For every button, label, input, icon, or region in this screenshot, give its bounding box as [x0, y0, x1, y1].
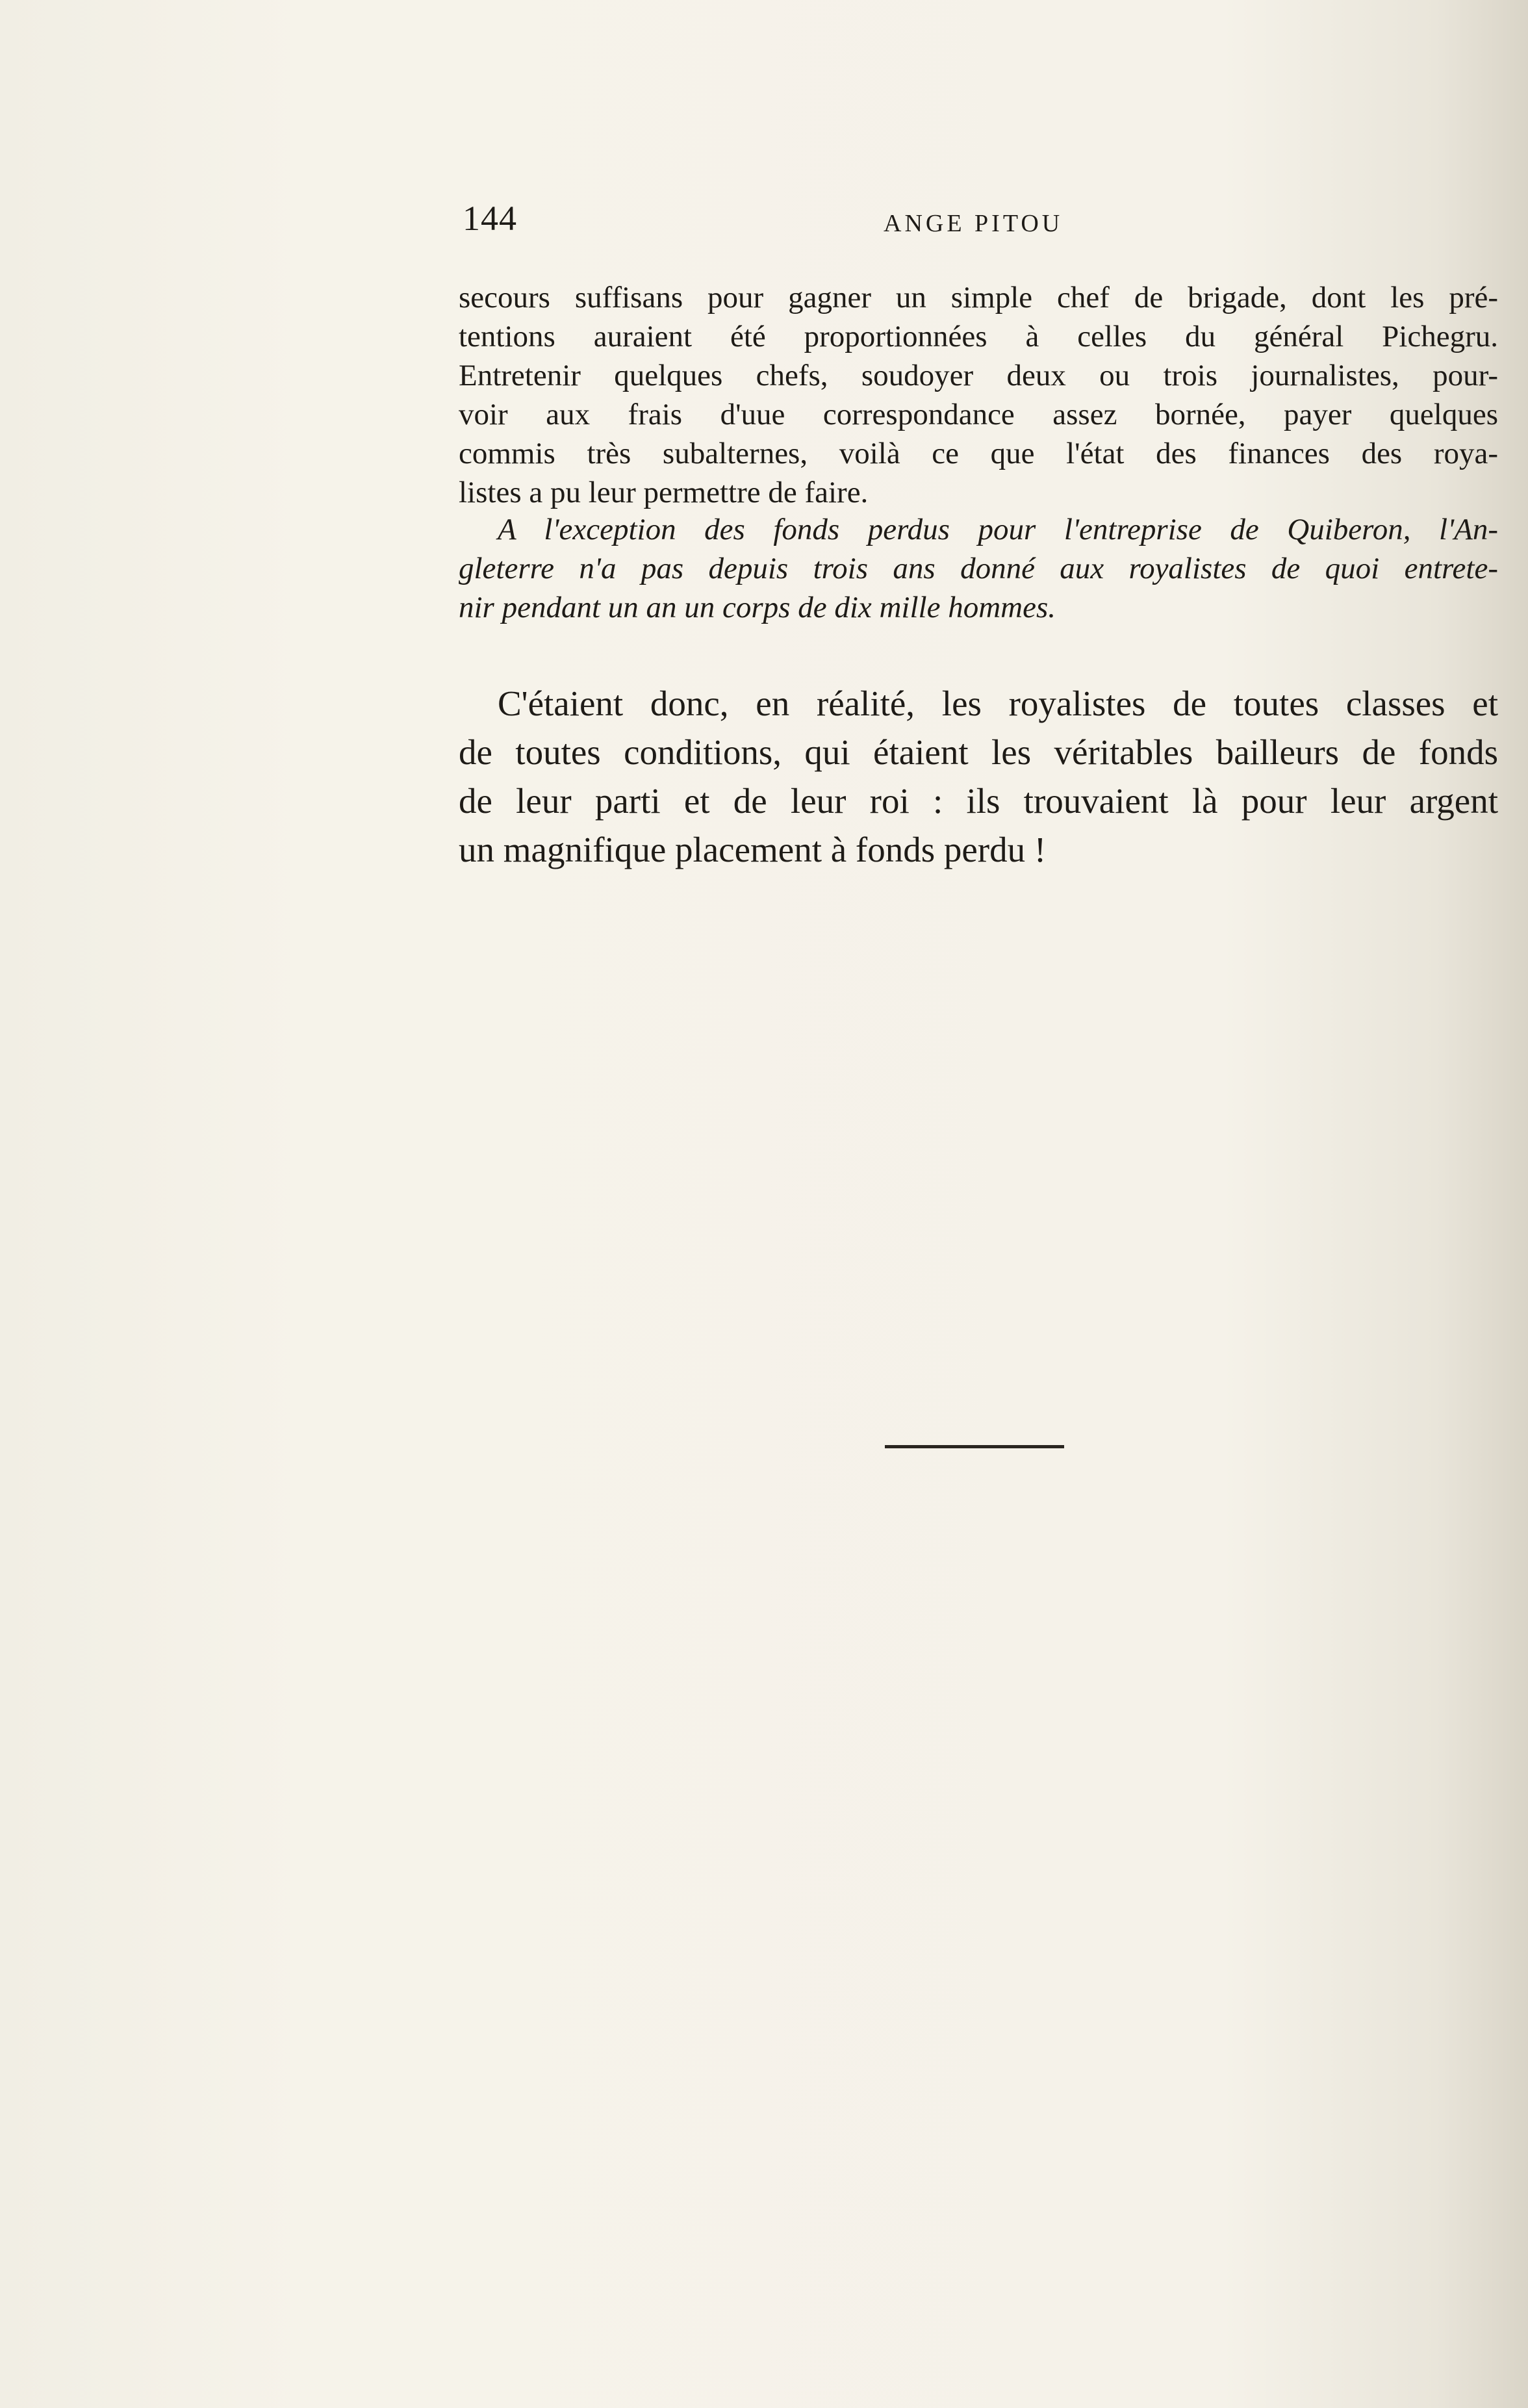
body-paragraph: [459, 679, 1498, 874]
text-line: gleterre n'a pas depuis trois ans donné aux royalistes de quoi entrete-: [459, 552, 1498, 585]
text-line: commis très subalternes, voilà ce que l'état des finances des roya-: [459, 437, 1498, 470]
text-line: voir aux frais d'uue correspondance assez bornée, payer quelques: [459, 398, 1498, 431]
running-head: ANGE PITOU: [884, 210, 1063, 237]
italic-passage: [459, 510, 1498, 627]
text-line: Entretenir quelques chefs, soudoyer deux ou trois journalistes, pour-: [459, 359, 1498, 392]
section-divider: [885, 1445, 1064, 1448]
text-line: de leur parti et de leur roi : ils trouvaient là pour leur argent: [459, 781, 1498, 821]
text-line: A l'exception des fonds perdus pour l'entreprise de Quiberon, l'An-: [498, 513, 1498, 546]
text-line: listes a pu leur permettre de faire.: [459, 476, 869, 509]
text-line: un magnifique placement à fonds perdu !: [459, 830, 1047, 869]
text-line: nir pendant un an un corps de dix mille hommes.: [459, 591, 1056, 624]
text-line: tentions auraient été proportionnées à celles du général Pichegru.: [459, 320, 1498, 353]
text-line: secours suffisans pour gagner un simple chef de brigade, dont les pré-: [459, 281, 1498, 314]
text-line: de toutes conditions, qui étaient les véritables bailleurs de fonds: [459, 732, 1498, 772]
text-line: C'étaient donc, en réalité, les royalistes de toutes classes et: [498, 684, 1498, 723]
quoted-passage: [459, 278, 1498, 512]
page-number: 144: [463, 199, 517, 238]
